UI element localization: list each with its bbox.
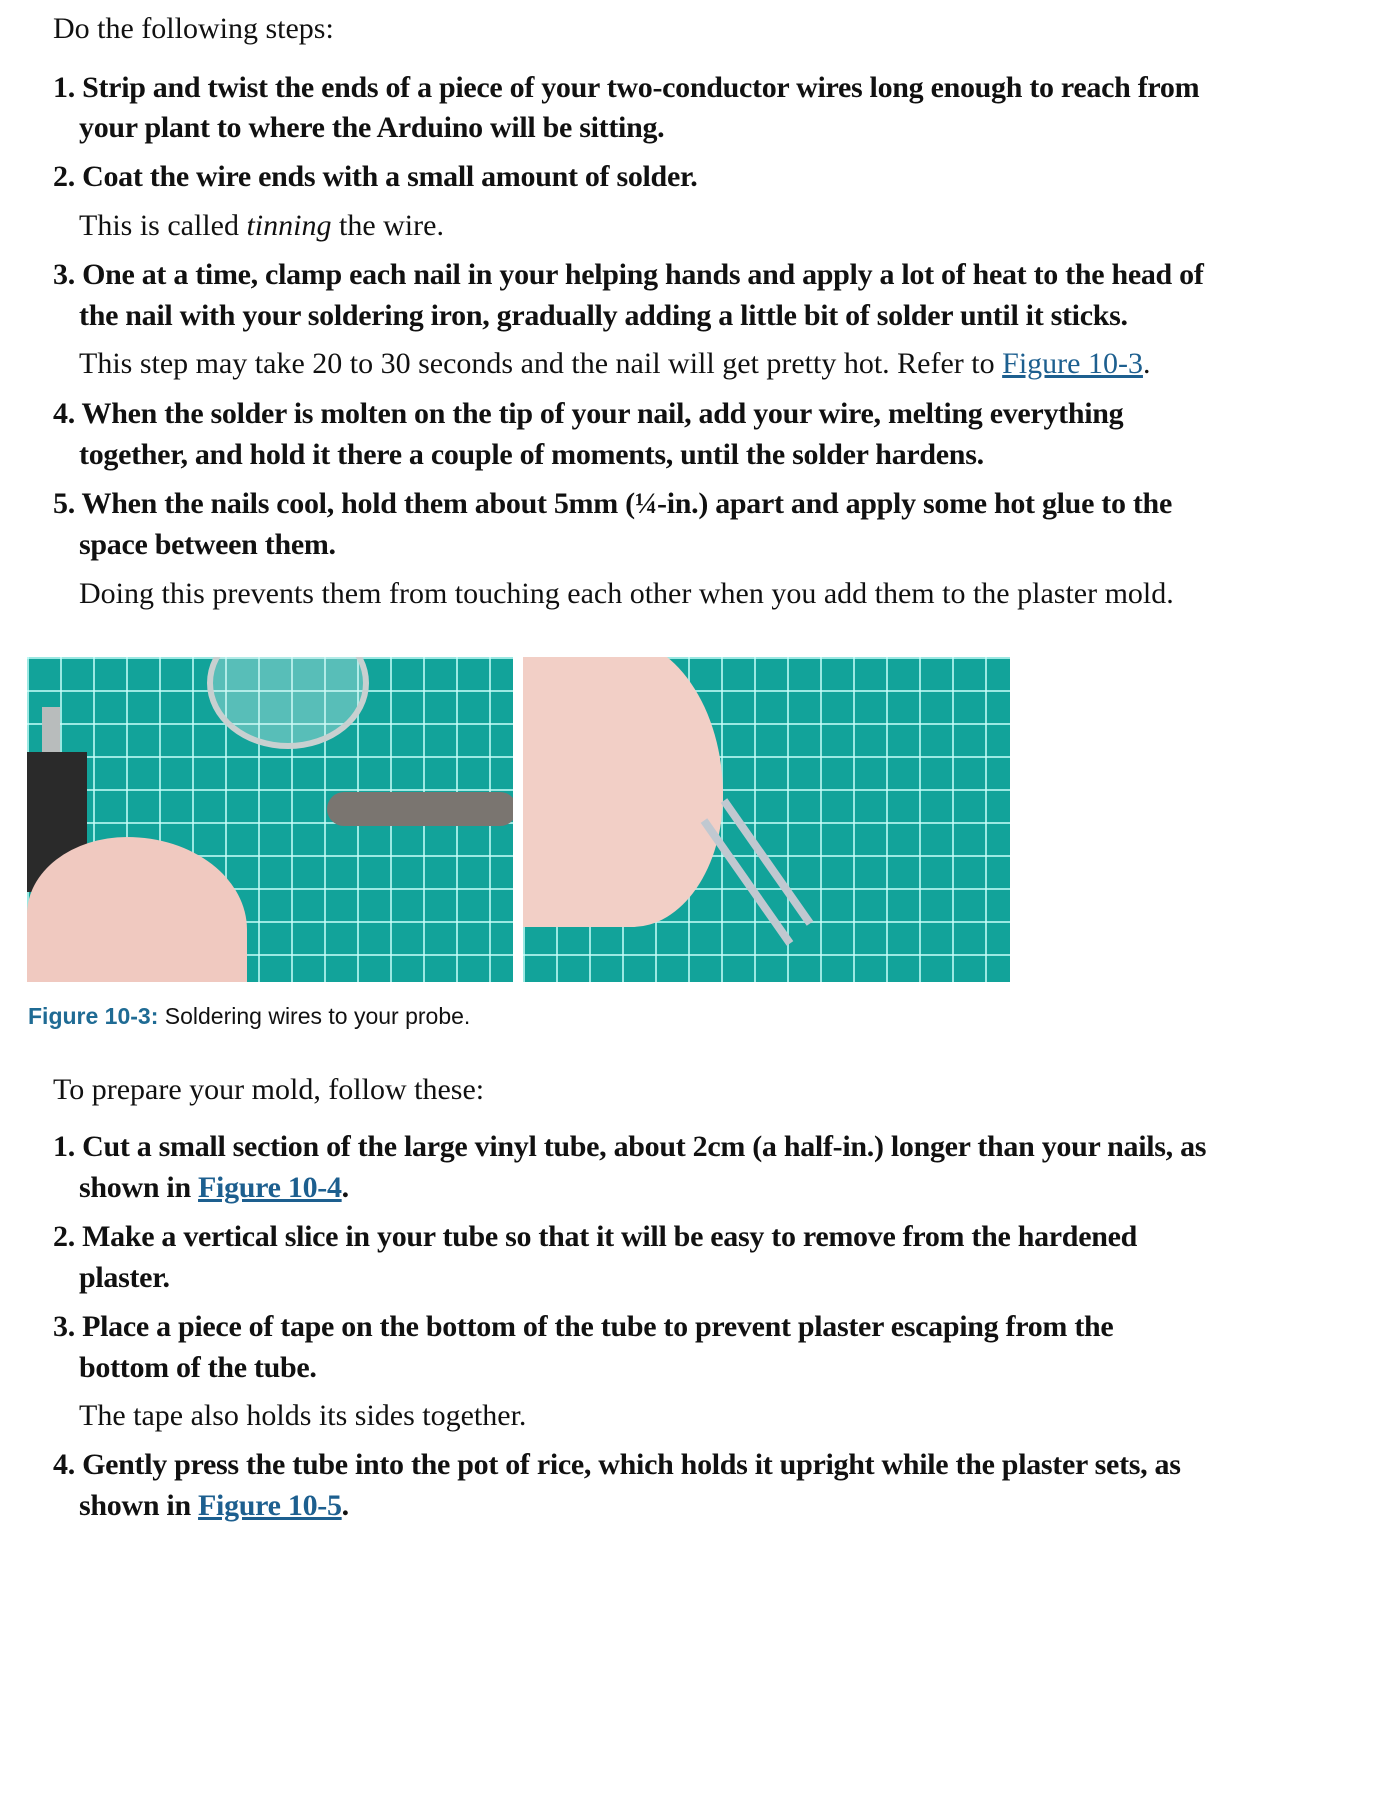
figure-caption [28,1002,470,1030]
step-2-line-1: 2. Coat the wire ends with a small amount of solder. [53,160,698,193]
mold-step-4-line-2 [79,1488,349,1524]
step-1-line-2: your plant to where the Arduino will be sitting. [79,111,665,144]
intro-text-2: To prepare your mold, follow these: [53,1073,485,1106]
step-5-note: Doing this prevents them from touching each other when you add them to the plaster mold. [79,577,1174,610]
mold-step-3-line-1: 3. Place a piece of tape on the bottom of the tube to prevent plaster escaping from the [53,1310,1114,1343]
note-text: This step may take 20 to 30 seconds and the nail will get pretty hot. Refer to [79,347,1003,380]
figure-caption-text: Soldering wires to your probe. [158,1003,471,1029]
step-2-note [79,208,444,244]
step-1-line-1: 1. Strip and twist the ends of a piece of your two-conductor wires long enough to reach from [53,71,1200,104]
mold-step-3-note: The tape also holds its sides together. [79,1399,527,1432]
mold-step-2-line-1: 2. Make a vertical slice in your tube so that it will be easy to remove from the hardened [53,1220,1137,1253]
mold-step-1-line-1: 1. Cut a small section of the large vinyl tube, about 2cm (a half-in.) longer than your nails, as [53,1130,1207,1163]
figure-label: Figure 10-3: [28,1003,159,1029]
step-5-line-1: 5. When the nails cool, hold them about 5mm (¼-in.) apart and apply some hot glue to the [53,487,1172,520]
photo-helping-hands-soldering [27,657,513,982]
magnifier-shape [207,657,369,749]
step-4-line-1: 4. When the solder is molten on the tip of your nail, add your wire, melting everything [53,397,1124,430]
step-text: shown in [79,1489,199,1522]
photo-nails-with-wires [523,657,1010,982]
step-text: . [341,1171,349,1204]
emphasis-term: tinning [246,209,332,242]
step-text: . [341,1489,349,1522]
step-text: shown in [79,1171,199,1204]
note-text: . [1142,347,1151,380]
hand-shape [523,657,723,927]
note-text: the wire. [331,209,444,242]
step-3-line-1: 3. One at a time, clamp each nail in your helping hands and apply a lot of heat to the head of [53,258,1204,291]
intro-text: Do the following steps: [53,12,334,45]
step-3-line-2: the nail with your soldering iron, gradually adding a little bit of solder until it sticks. [79,299,1128,332]
figure-10-3-link[interactable]: Figure 10-3 [1002,347,1143,380]
mold-step-2-line-2: plaster. [79,1261,170,1294]
mold-step-4-line-1: 4. Gently press the tube into the pot of rice, which holds it upright while the plaster sets, as [53,1448,1181,1481]
step-5-line-2: space between them. [79,528,336,561]
step-4-line-2: together, and hold it there a couple of moments, until the solder hardens. [79,438,984,471]
note-text: This is called [79,209,247,242]
mold-step-3-line-2: bottom of the tube. [79,1351,317,1384]
mold-step-1-line-2 [79,1170,349,1206]
soldering-iron-shape [327,792,513,826]
figure-10-4-link[interactable]: Figure 10-4 [198,1171,342,1204]
hand-shape [27,837,247,982]
step-3-note [79,346,1150,382]
figure-10-5-link[interactable]: Figure 10-5 [198,1489,342,1522]
